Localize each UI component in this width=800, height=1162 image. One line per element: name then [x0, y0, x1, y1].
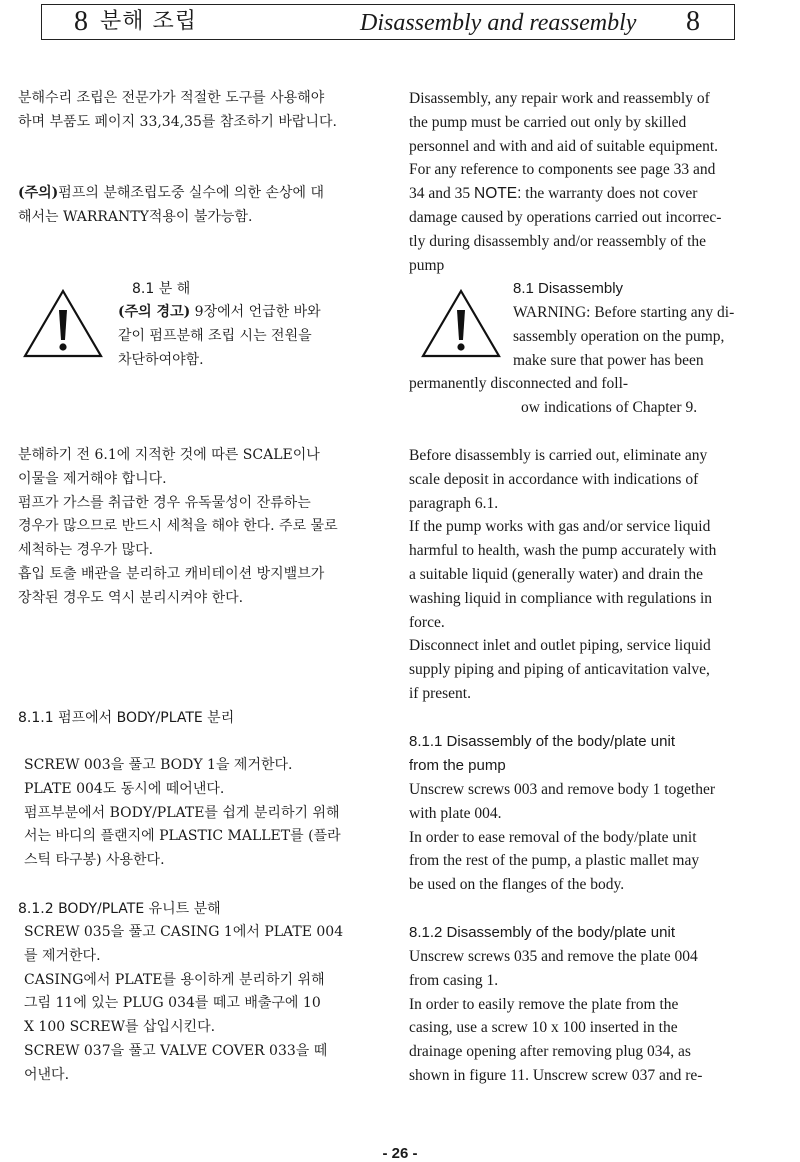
text-line: PLATE 004도 동시에 떼어낸다. [24, 780, 225, 797]
text-line: 이물을 제거해야 합니다. [18, 470, 167, 487]
text-line: supply piping and piping of anticavitation valve, [409, 661, 710, 679]
section-8-1-2-en [409, 945, 792, 1088]
text-line: casing, use a screw 10 x 100 inserted in the [409, 1019, 678, 1037]
text-line: X 100 SCREW를 삽입시킨다. [24, 1019, 216, 1036]
text-line: In order to easily remove the plate from the [409, 995, 679, 1013]
text-line: harmful to health, wash the pump accurately with [409, 542, 717, 560]
text-line: SCREW 003을 풀고 BODY 1을 제거한다. [24, 757, 293, 773]
note-kr [18, 182, 393, 230]
text-line: shown in figure 11. Unscrew screw 037 and re- [409, 1066, 703, 1084]
section-8-1-title-kr: 8.1 분 해 [132, 281, 191, 297]
text-line: 해서는 WARRANTY적용이 불가능함. [18, 208, 253, 225]
text-line: 세척하는 경우가 많다. [18, 542, 154, 559]
text-line: Before disassembly is carried out, eliminate any [409, 447, 708, 464]
text-line: permanently disconnected and foll- [409, 375, 629, 392]
text-line: Unscrew screws 035 and remove the plate 004 [409, 948, 698, 965]
text-line: For any reference to components see page 33 and [409, 161, 716, 179]
text-line: a suitable liquid (generally water) and drain the [409, 565, 703, 583]
section-8-1-2-title-kr: 8.1.2 BODY/PLATE 유니트 분해 [18, 901, 221, 917]
section-8-1-2-title-en: 8.1.2 Disassembly of the body/plate unit [409, 924, 675, 941]
page-number: - 26 - [382, 1145, 418, 1162]
section-8-1-1-title-en [409, 730, 792, 778]
warning-kr [118, 301, 398, 372]
text-line: with plate 004. [409, 804, 502, 822]
text-line: pump [409, 256, 445, 274]
text-line: WARNING: Before starting any di- [513, 304, 735, 321]
chapter-number-left: 8 [74, 6, 88, 37]
text-line: 를 제거한다. [24, 947, 101, 964]
text-line: 경우가 많으므로 반드시 세척을 해야 한다. 주로 물로 [18, 518, 338, 535]
text-line: 펌프의 분해조립도중 실수에 의한 손상에 대 [58, 185, 324, 201]
warning-label-kr: (주의 경고) [118, 304, 191, 320]
text-line: if present. [409, 684, 471, 702]
text-line: If the pump works with gas and/or service liquid [409, 518, 711, 536]
chapter-title-en: Disassembly and reassembly [360, 10, 637, 36]
text-line: 흡입 토출 배관을 분리하고 캐비테이션 방지밸브가 [18, 565, 325, 582]
text-line: 분해수리 조립은 전문가가 적절한 도구를 사용해야 [18, 90, 325, 106]
text-line: In order to ease removal of the body/plate unit [409, 828, 697, 846]
text-line: 서는 바디의 플랜지에 PLASTIC MALLET를 (플라 [24, 828, 341, 845]
before-disassembly-en [409, 444, 792, 706]
text-line: 9장에서 언급한 바와 [190, 304, 321, 320]
text-line: force. [409, 613, 445, 631]
text-line: sassembly operation on the pump, [513, 327, 725, 345]
chapter-title-kr: 분해 조립 [100, 9, 198, 34]
text-line: damage caused by operations carried out incorrec- [409, 208, 722, 226]
text-line: 34 and 35 [409, 185, 475, 203]
section-8-1-title-en: 8.1 Disassembly [513, 280, 624, 297]
text-line: personnel and with and aid of suitable equipment. [409, 137, 719, 155]
before-disassembly-kr [18, 444, 393, 611]
warning-en [513, 301, 793, 372]
text-line: CASING에서 PLATE를 용이하게 분리하기 위해 [24, 971, 325, 988]
intro-kr [18, 87, 393, 135]
text-line: 하며 부품도 페이지 33,34,35를 참조하기 바랍니다. [18, 113, 337, 130]
text-line: from casing 1. [409, 971, 499, 989]
section-8-1-1-en [409, 778, 792, 897]
text-line: 어낸다. [24, 1066, 70, 1083]
text-line: ow indications of Chapter 9. [521, 398, 698, 416]
text-line: 스틱 타구봉) 사용한다. [24, 852, 165, 869]
text-line: tly during disassembly and/or reassembly of the [409, 232, 707, 250]
text-line: from the rest of the pump, a plastic mallet may [409, 852, 700, 870]
text-line: 펌프가 가스를 취급한 경우 유독물성이 잔류하는 [18, 494, 311, 511]
note-label-en: NOTE: [474, 185, 522, 203]
text-line: 장착된 경우도 역시 분리시켜야 한다. [18, 589, 244, 606]
text-line: SCREW 037을 풀고 VALVE COVER 033을 떼 [24, 1042, 328, 1059]
text-line: Unscrew screws 003 and remove body 1 together [409, 781, 716, 798]
text-line: Disconnect inlet and outlet piping, service liquid [409, 637, 711, 655]
warning-triangle-icon [22, 288, 104, 360]
chapter-number-right: 8 [686, 6, 700, 37]
section-8-1-1-title-kr: 8.1.1 펌프에서 BODY/PLATE 분리 [18, 710, 235, 726]
intro-en [409, 87, 792, 277]
section-8-1-1-kr [24, 754, 399, 873]
warning-en-tail [409, 372, 792, 420]
text-line: the pump must be carried out only by skilled [409, 113, 687, 131]
text-line: be used on the flanges of the body. [409, 876, 625, 894]
text-line: 8.1.1 Disassembly of the body/plate unit [409, 733, 675, 750]
text-line: the warranty does not cover [521, 185, 698, 203]
text-line: drainage opening after removing plug 034, as [409, 1043, 691, 1061]
text-line: 차단하여야함. [118, 351, 204, 368]
text-line: 그림 11에 있는 PLUG 034를 떼고 배출구에 10 [24, 995, 321, 1012]
text-line: paragraph 6.1. [409, 494, 499, 512]
text-line: 펌프부분에서 BODY/PLATE를 쉽게 분리하기 위해 [24, 804, 340, 821]
section-8-1-2-kr [24, 921, 399, 1088]
text-line: SCREW 035을 풀고 CASING 1에서 PLATE 004 [24, 924, 344, 940]
note-label: (주의) [18, 185, 59, 201]
chapter-header [41, 4, 735, 40]
text-line: 같이 펌프분해 조립 시는 전원을 [118, 327, 312, 344]
text-line: make sure that power has been [513, 351, 704, 369]
warning-triangle-icon [420, 288, 502, 360]
text-line: scale deposit in accordance with indications of [409, 470, 699, 488]
text-line: 분해하기 전 6.1에 지적한 것에 따른 SCALE이나 [18, 447, 320, 463]
text-line: washing liquid in compliance with regulations in [409, 589, 713, 607]
text-line: Disassembly, any repair work and reassembly of [409, 90, 710, 107]
text-line: from the pump [409, 757, 506, 774]
